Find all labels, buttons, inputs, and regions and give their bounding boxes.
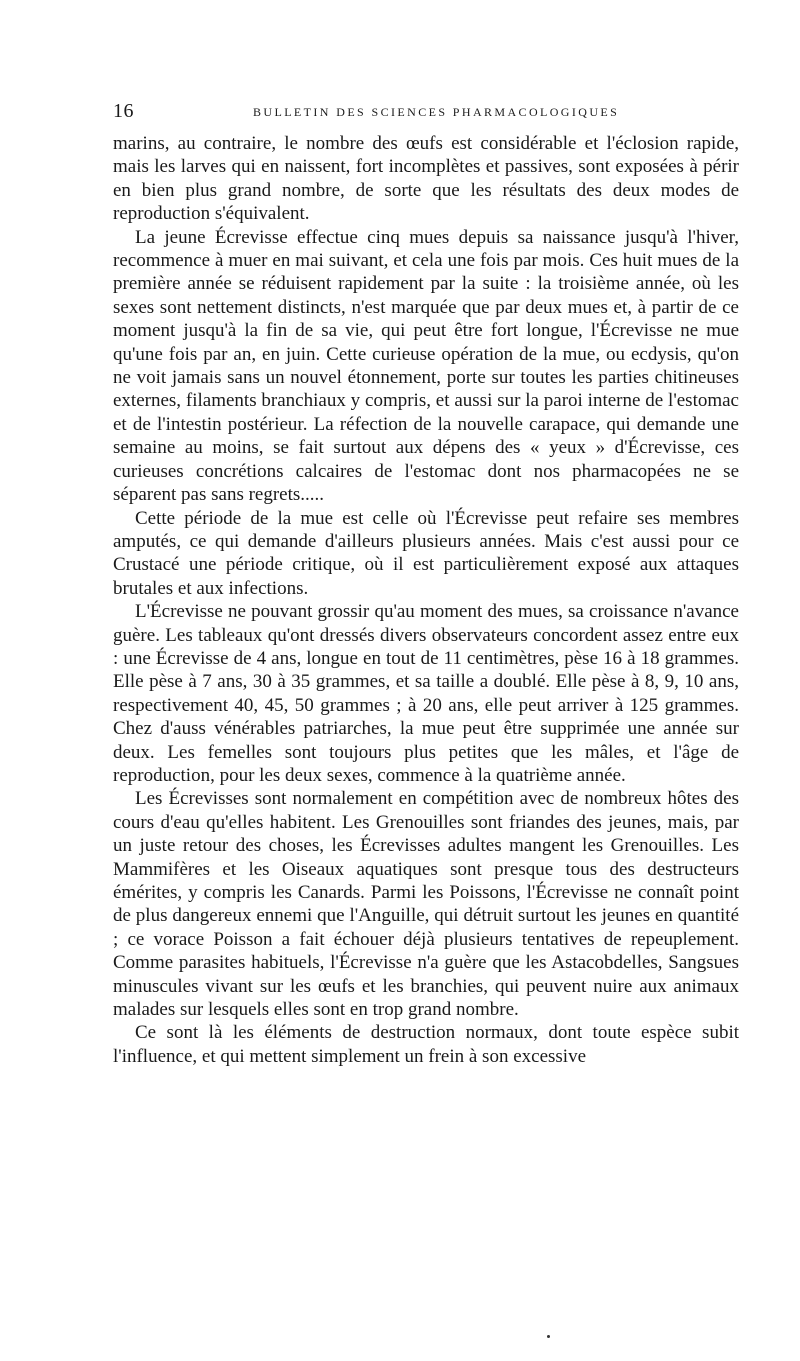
paragraph-mues: La jeune Écrevisse effectue cinq mues depuis sa naissance jusqu'à l'hiver, recommence à muer en mai suivant, et cela une fois par mois. Ces huit mues de la première année se réduisent rapidement par la suite : la troisième année, où les sexes sont nettement distincts, n'est marquée que par deux mues et, à partir de ce moment jusqu'à la fin de sa vie, qui peut être fort longue, l'Écrevisse ne mue qu'une fois par an, en juin. Cette curieuse opération de la mue, ou ecdysis, qu'on ne voit jamais sans un nouvel étonnement, porte sur toutes les parties chitineuses externes, filaments branchiaux y compris, et aussi sur la paroi interne de l'estomac et de l'intestin postérieur. La réfection de la nouvelle carapace, qui demande une semaine au moins, se fait surtout aux dépens des « yeux » d'Écrevisse, ces curieuses concrétions calcaires de l'estomac dont nos pharmacopées ne se séparent pas sans regrets..... [113, 226, 739, 506]
paragraph-continuation: marins, au contraire, le nombre des œufs est considérable et l'éclosion rapide, mais les larves qui en naissent, fort incomplètes et passives, sont exposées à périr en bien plus grand nombre, de sorte que les résultats des deux modes de reproduction s'équivalent. [113, 133, 739, 225]
paragraph-periode-mue: Cette période de la mue est celle où l'Écrevisse peut refaire ses membres amputés, ce qui demande d'ailleurs plusieurs années. Mais c'est aussi pour ce Crustacé une période critique, où il est particulièrement exposé aux attaques brutales et aux infections. [113, 507, 739, 599]
running-head [113, 96, 739, 130]
body-text [113, 132, 739, 1068]
document-page [113, 96, 739, 1068]
running-title: BULLETIN DES SCIENCES PHARMACOLOGIQUES [253, 105, 620, 119]
paragraph-destruction: Ce sont là les éléments de destruction normaux, dont toute espèce subit l'influence, et qui mettent simplement un frein à son excessive [113, 1022, 739, 1067]
stray-mark [547, 1335, 550, 1338]
paragraph-croissance: L'Écrevisse ne pouvant grossir qu'au moment des mues, sa croissance n'avance guère. Les tableaux qu'ont dressés divers observateurs concordent assez entre eux : une Écrevisse de 4 ans, longue en tout de 11 centimètres, pèse 16 à 18 grammes. Elle pèse à 7 ans, 30 à 35 grammes, et sa taille a doublé. Elle pèse à 8, 9, 10 ans, respectivement 40, 45, 50 grammes ; à 20 ans, elle peut arriver à 125 grammes. Chez d'auss vénérables patriarches, la mue peut être supprimée une année sur deux. Les femelles sont toujours plus petites que les mâles, et l'âge de reproduction, pour les deux sexes, commence à la quatrième année. [113, 601, 739, 786]
paragraph-competition: Les Écrevisses sont normalement en compétition avec de nombreux hôtes des cours d'eau qu'elles habitent. Les Grenouilles sont friandes des jeunes, mais, par un juste retour des choses, les Écrevisses adultes mangent les Grenouilles. Les Mammifères et les Oiseaux aquatiques sont presque tous des destructeurs émérites, y compris les Canards. Parmi les Poissons, l'Écrevisse ne connaît point de plus dangereux ennemi que l'Anguille, qui détruit surtout les jeunes en quantité ; ce vorace Poisson a fait échouer déjà plusieurs tentatives de repeuplement. Comme parasites habituels, l'Écrevisse n'a guère que les Astacobdelles, Sangsues minuscules vivant sur les œufs et les branchies, qui peuvent nuire aux animaux malades sur lesquels elles sont en trop grand nombre. [113, 788, 739, 1021]
page-number: 16 [113, 100, 134, 122]
